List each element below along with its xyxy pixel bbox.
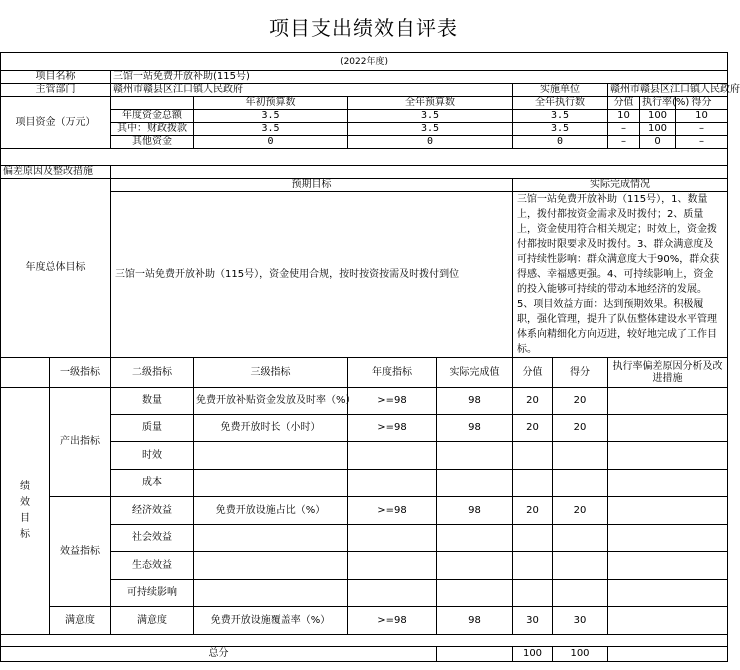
evaluation-table bbox=[0, 52, 740, 662]
actual-cell bbox=[437, 525, 513, 552]
target-cell bbox=[348, 552, 437, 580]
score-value-cell: 30 bbox=[513, 607, 553, 635]
lvl2-cell: 数量 bbox=[111, 388, 194, 415]
header-blank bbox=[1, 358, 50, 388]
funds-score-value: – bbox=[608, 136, 640, 149]
score-value-cell: 20 bbox=[513, 497, 553, 525]
actual-cell: 98 bbox=[437, 415, 513, 442]
lvl2-cell: 经济效益 bbox=[111, 497, 194, 525]
dept-value: 赣州市赣县区江口镇人民政府 bbox=[111, 84, 513, 97]
score-value-cell bbox=[513, 525, 553, 552]
deviation-analysis-header: 执行率偏差原因分析及改进措施 bbox=[608, 358, 728, 388]
overall-goal-label: 年度总体目标 bbox=[1, 179, 111, 358]
score-cell: 20 bbox=[553, 415, 608, 442]
actual-cell: 98 bbox=[437, 388, 513, 415]
indicator-row bbox=[1, 580, 728, 607]
lvl3-header: 三级指标 bbox=[194, 358, 348, 388]
lvl1-header: 一级指标 bbox=[50, 358, 111, 388]
indicator-row bbox=[1, 442, 728, 470]
funds-row-label: 年度资金总额 bbox=[111, 110, 194, 123]
lvl2-cell: 成本 bbox=[111, 470, 194, 497]
funds-full: 3.5 bbox=[348, 110, 513, 123]
target-cell bbox=[348, 525, 437, 552]
target-cell bbox=[348, 442, 437, 470]
exec-rate-header: 执行率(%) bbox=[640, 97, 676, 110]
funds-score: 10 bbox=[676, 110, 728, 123]
lvl3-cell bbox=[194, 470, 348, 497]
analysis-cell bbox=[608, 442, 728, 470]
score-value-header: 分值 bbox=[608, 97, 640, 110]
funds-score-value: – bbox=[608, 123, 640, 136]
project-name-value: 三馆一站免费开放补助(115号) bbox=[111, 71, 728, 84]
lvl2-cell: 社会效益 bbox=[111, 525, 194, 552]
actual-cell bbox=[437, 580, 513, 607]
score-header: 得分 bbox=[676, 97, 728, 110]
actual-cell bbox=[437, 552, 513, 580]
deviation-value bbox=[111, 166, 728, 179]
funds-exec: 3.5 bbox=[513, 123, 608, 136]
score-cell bbox=[553, 525, 608, 552]
score-value-cell bbox=[513, 470, 553, 497]
total-label: 总分 bbox=[1, 647, 437, 662]
score-value-cell: 20 bbox=[513, 388, 553, 415]
output-indicator-label: 产出指标 bbox=[50, 388, 111, 497]
funds-row-label: 其中：财政拨款 bbox=[111, 123, 194, 136]
funds-row bbox=[1, 123, 728, 136]
full-exec-header: 全年执行数 bbox=[513, 97, 608, 110]
indicator-row bbox=[1, 388, 728, 415]
dept-label: 主管部门 bbox=[1, 84, 111, 97]
actual-cell: 98 bbox=[437, 497, 513, 525]
total-analysis bbox=[608, 647, 728, 662]
benefit-indicator-label: 效益指标 bbox=[50, 497, 111, 607]
project-name-label: 项目名称 bbox=[1, 71, 111, 84]
init-budget-header: 年初预算数 bbox=[194, 97, 348, 110]
expected-goal-text: 三馆一站免费开放补助（115号），资金使用合规，按时按资按需及时拨付到位 bbox=[111, 192, 513, 358]
funds-row bbox=[1, 110, 728, 123]
lvl2-cell: 满意度 bbox=[111, 607, 194, 635]
indicator-row bbox=[1, 525, 728, 552]
perf-indicator-text: 绩效目标 bbox=[20, 481, 30, 540]
indicator-row bbox=[1, 415, 728, 442]
funds-init: 3.5 bbox=[194, 123, 348, 136]
indicator-row bbox=[1, 497, 728, 525]
impl-unit-value: 赣州市赣县区江口镇人民政府 bbox=[608, 84, 728, 97]
analysis-cell bbox=[608, 497, 728, 525]
year-label: (2022年度) bbox=[1, 53, 728, 71]
analysis-cell bbox=[608, 607, 728, 635]
lvl2-cell: 可持续影响 bbox=[111, 580, 194, 607]
target-cell: >=98 bbox=[348, 388, 437, 415]
page-title: 项目支出绩效自评表 bbox=[269, 16, 458, 40]
satisfaction-indicator-label: 满意度 bbox=[50, 607, 111, 635]
score-header: 得分 bbox=[553, 358, 608, 388]
lvl2-cell: 生态效益 bbox=[111, 552, 194, 580]
total-blank bbox=[437, 647, 513, 662]
actual-completion-text: 三馆一站免费开放补助（115号），1、数量上，拨付都按资金需求及时拨付；2、质量上，资金使用符合相关规定；时效上，资金拨付都按时限要求及时拨付。3、群众满意度及可持续性影响：群众满意度大于90%，群众获得感、幸福感更强。4、可持续影响上，资金的投入能够可持续的带动本地经济的发展。5、项目效益方面：达到预期效果。积极履职，强化管理，提升了队伍整体建设水平管理体系向精细化方向迈进，较好地完成了工作目标。 bbox=[513, 192, 728, 358]
analysis-cell bbox=[608, 415, 728, 442]
funds-row bbox=[1, 136, 728, 149]
actual-cell bbox=[437, 442, 513, 470]
funds-rate: 0 bbox=[640, 136, 676, 149]
lvl3-cell: 免费开放时长（小时） bbox=[194, 415, 348, 442]
funds-label: 项目资金（万元） bbox=[1, 97, 111, 149]
score-cell bbox=[553, 580, 608, 607]
lvl2-header: 二级指标 bbox=[111, 358, 194, 388]
full-budget-header: 全年预算数 bbox=[348, 97, 513, 110]
spacer-row bbox=[1, 635, 728, 647]
lvl3-cell: 免费开放补贴资金发放及时率（%） bbox=[194, 388, 348, 415]
total-score-value: 100 bbox=[513, 647, 553, 662]
lvl3-cell bbox=[194, 580, 348, 607]
total-score: 100 bbox=[553, 647, 608, 662]
target-cell: >=98 bbox=[348, 415, 437, 442]
analysis-cell bbox=[608, 552, 728, 580]
spacer-row bbox=[1, 149, 728, 166]
indicator-row bbox=[1, 470, 728, 497]
score-value-cell bbox=[513, 442, 553, 470]
score-cell: 30 bbox=[553, 607, 608, 635]
perf-indicator-label bbox=[1, 388, 50, 635]
lvl3-cell: 免费开放设施覆盖率（%） bbox=[194, 607, 348, 635]
target-cell: >=98 bbox=[348, 607, 437, 635]
funds-score: – bbox=[676, 123, 728, 136]
total-row bbox=[1, 647, 728, 662]
funds-full: 3.5 bbox=[348, 123, 513, 136]
score-value-cell bbox=[513, 580, 553, 607]
deviation-label: 偏差原因及整改措施 bbox=[1, 166, 111, 179]
funds-header-blank bbox=[111, 97, 194, 110]
analysis-cell bbox=[608, 388, 728, 415]
score-cell bbox=[553, 470, 608, 497]
lvl2-cell: 质量 bbox=[111, 415, 194, 442]
funds-score: – bbox=[676, 136, 728, 149]
score-value-cell bbox=[513, 552, 553, 580]
score-cell: 20 bbox=[553, 388, 608, 415]
lvl3-cell bbox=[194, 442, 348, 470]
score-cell: 20 bbox=[553, 497, 608, 525]
analysis-cell bbox=[608, 470, 728, 497]
funds-init: 0 bbox=[194, 136, 348, 149]
actual-cell: 98 bbox=[437, 607, 513, 635]
score-value-cell: 20 bbox=[513, 415, 553, 442]
impl-unit-label: 实施单位 bbox=[513, 84, 608, 97]
indicator-row bbox=[1, 607, 728, 635]
lvl3-cell: 免费开放设施占比（%） bbox=[194, 497, 348, 525]
score-cell bbox=[553, 552, 608, 580]
funds-init: 3.5 bbox=[194, 110, 348, 123]
score-value-header: 分值 bbox=[513, 358, 553, 388]
indicator-row bbox=[1, 552, 728, 580]
funds-rate: 100 bbox=[640, 123, 676, 136]
funds-full: 0 bbox=[348, 136, 513, 149]
lvl3-cell bbox=[194, 552, 348, 580]
annual-indicator-header: 年度指标 bbox=[348, 358, 437, 388]
actual-completion-header: 实际完成情况 bbox=[513, 179, 728, 192]
funds-exec: 0 bbox=[513, 136, 608, 149]
funds-score-value: 10 bbox=[608, 110, 640, 123]
funds-rate: 100 bbox=[640, 110, 676, 123]
target-cell: >=98 bbox=[348, 497, 437, 525]
actual-cell bbox=[437, 470, 513, 497]
expected-goal-header: 预期目标 bbox=[111, 179, 513, 192]
target-cell bbox=[348, 580, 437, 607]
lvl3-cell bbox=[194, 525, 348, 552]
funds-exec: 3.5 bbox=[513, 110, 608, 123]
lvl2-cell: 时效 bbox=[111, 442, 194, 470]
analysis-cell bbox=[608, 580, 728, 607]
actual-value-header: 实际完成值 bbox=[437, 358, 513, 388]
analysis-cell bbox=[608, 525, 728, 552]
funds-row-label: 其他资金 bbox=[111, 136, 194, 149]
target-cell bbox=[348, 470, 437, 497]
score-cell bbox=[553, 442, 608, 470]
